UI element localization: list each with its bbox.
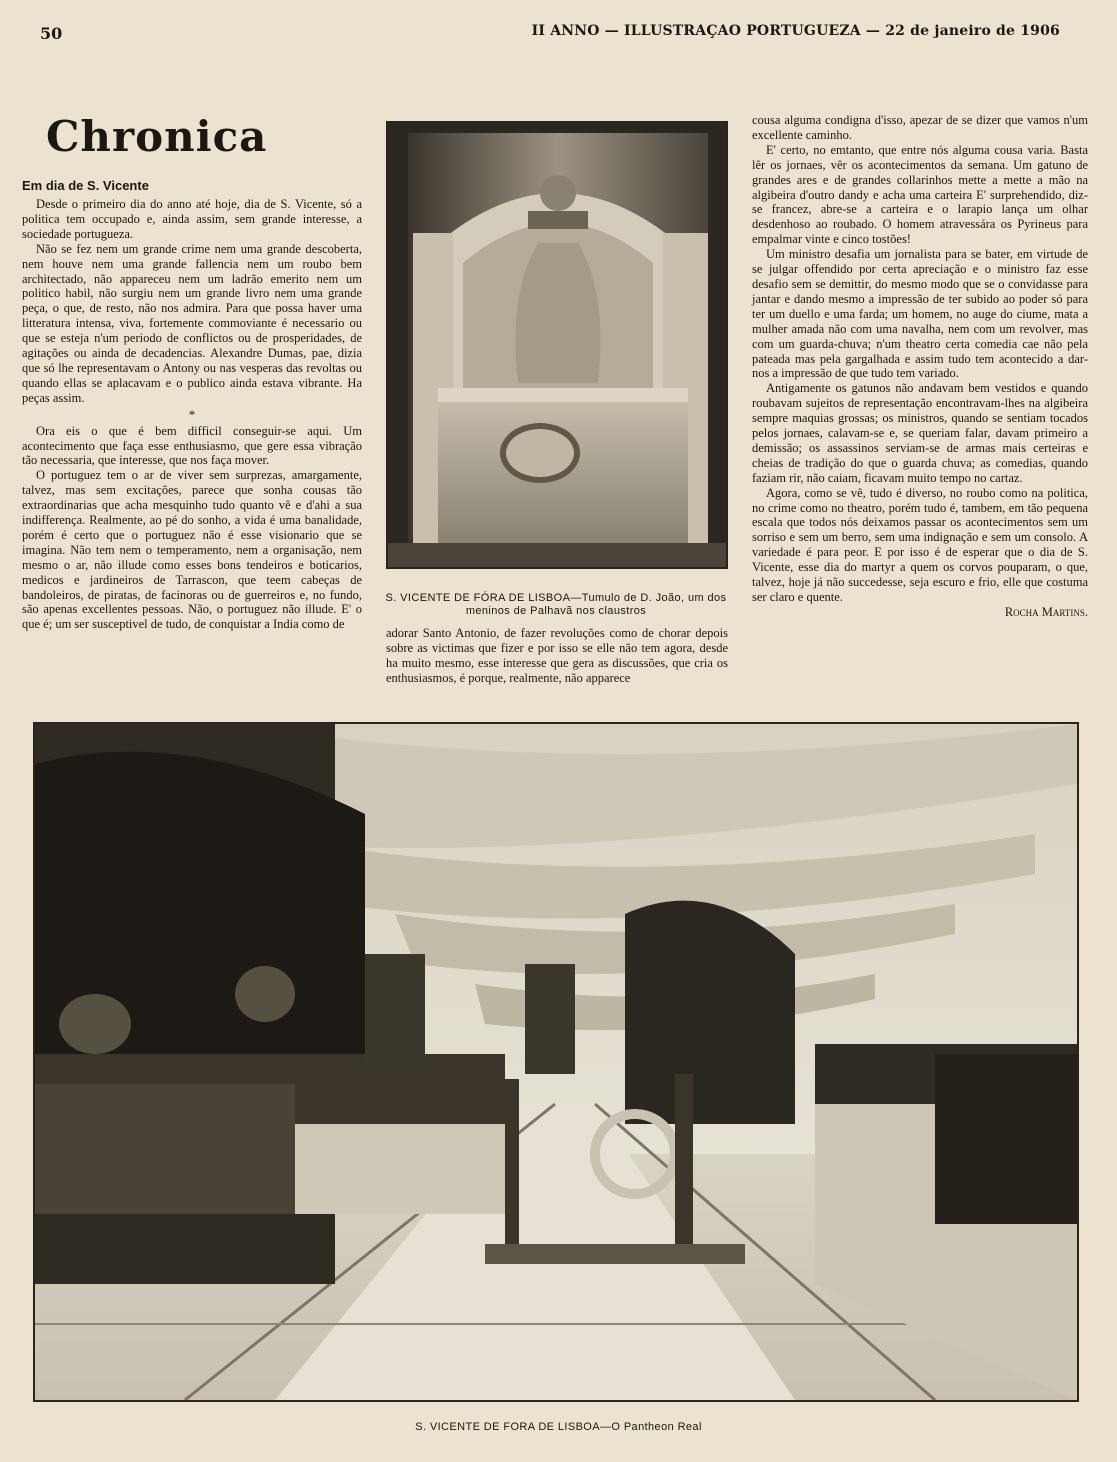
text-column-1	[22, 197, 362, 632]
paragraph: Agora, como se vê, tudo é diverso, no roubo como na politica, no crime como no theatro, porém tudo é, tambem, em tão pequena escala que todos nós deixamos passar os acontecimentos sem um sorriso e sem um berro, sem uma indignação e sem um consolo. A variedade é para peor. E por isso é de esperar que o dia de S. Vicente, esse dia do martyr a quem os corvos pouparam, o que, talvez, hoje já não succedesse, seja escuro e frio, elle que costuma ser claro e quente.	[752, 485, 1088, 604]
pantheon-photo	[33, 722, 1079, 1402]
paragraph: cousa alguma condigna d'isso, apezar de se dizer que vamos n'um excellente caminho.	[752, 113, 1088, 142]
article-subtitle: Em dia de S. Vicente	[22, 178, 149, 193]
paragraph: adorar Santo Antonio, de fazer revoluções como de chorar depois sobre as victimas que fizer e por isso se elle não tem agora, desde ha muito mesmo, esse interesse que gera as discussões, que cria os enthusiasmos, é porque, realmente, não apparece	[386, 626, 728, 685]
article-title: Chronica	[46, 112, 268, 161]
running-head: II ANNO — ILLUSTRAÇAO PORTUGUEZA — 22 de janeiro de 1906	[531, 23, 1060, 39]
tomb-caption: S. VICENTE DE FÓRA DE LISBOA—Tumulo de D. João, um dos meninos de Palhavã nos claustros	[385, 592, 727, 617]
text-column-3	[752, 113, 1088, 620]
author-signature: Rocha Martins.	[1004, 604, 1088, 619]
tomb-illustration	[388, 123, 726, 567]
paragraph: Não se fez nem um grande crime nem uma grande descoberta, nem houve nem uma grande fallencia nem um roubo bem architectado, não appareceu nem um ladrão emerito nem um politico habil, não surgiu nem um grande livro nem uma grande peça, o que, de resto, não nos admira. Para que possa haver uma litteratura intensa, viva, fortemente commoviante é necessario ou que se esteja n'um periodo de conflictos ou de prosperidades, de agitações ou ainda de decadencias. Alexandre Dumas, pae, dizia que só lhe representavam o Antony ou nas vesperas das revoltas ou quando ellas se aplacavam e o publico ainda estava vibrante. Ha peças assim.	[22, 241, 362, 405]
paragraph: O portuguez tem o ar de viver sem surprezas, amargamente, talvez, mas sem excitações, parece que sonha cousas tão extraordinarias que acha mesquinho tudo quanto vê e d'ahi a sua indifferença. Realmente, ao pé do sonho, a vida é uma banalidade, porém é certo que o portuguez não é esse visionario que se imagina. Não tem nem o temperamento, nem a organisação, nem mesmo o ar, não illude como esses bons tendeiros e boticarios, medicos e jardineiros de Tarrascon, que teem cabeças de bandoleiros, de piratas, de facinoras ou de guerreiros e, no fundo, são apenas excellentes pessoas. Não, o portuguez não illude. E' o que é; um ser susceptivel de tudo, de conquistar a India como de	[22, 468, 362, 632]
text-column-2	[386, 626, 728, 686]
pantheon-illustration	[35, 724, 1077, 1400]
tomb-photo	[386, 121, 728, 569]
section-separator: *	[188, 407, 196, 422]
page-number: 50	[40, 24, 63, 43]
paragraph: Antigamente os gatunos não andavam bem vestidos e quando roubavam sujeitos de representação encontravam-lhes na algibeira sempre maquias grossas; os ministros, quando se sentiam tocados pelos jornaes, calavam-se e, se queriam falar, davam primeiro a demissão; os assassinos serviam-se de armas mais certeiras e cheias de tradição do que o guarda chuva; as comedias, quando faziam rir, não caiam, ficavam muito tempo no cartaz.	[752, 381, 1088, 485]
paragraph: Desde o primeiro dia do anno até hoje, dia de S. Vicente, só a politica tem occupado e, ainda assim, sem grande interesse, a sociedade portugueza.	[22, 197, 362, 241]
pantheon-caption: S. VICENTE DE FORA DE LISBOA—O Pantheon Real	[415, 1421, 702, 1433]
paragraph: Um ministro desafia um jornalista para se bater, em virtude de se julgar offendido por certa apreciação e o ministro faz esse desafio sem se demittir, do mesmo modo que se o convidasse para jantar e dando mesmo a impressão de ter subido ao poder só para ter um duello e uma farda; um homem, no auge do ciume, mata a mulher amada não com uma navalha, nem com um revolver, mas com um guarda-chuva; n'um theatro certa comedia cae não pela pateada mas pela gargalhada e assim tudo tem acontecido a dar-nos a impressão de que tudo tem variado.	[752, 247, 1088, 381]
paragraph: Ora eis o que é bem difficil conseguir-se aqui. Um acontecimento que faça esse enthusiasmo, que gere essa vibração tão necessaria, que interesse, que nos faça mover.	[22, 423, 362, 468]
paragraph: E' certo, no emtanto, que entre nós alguma cousa varia. Basta lêr os jornaes, vêr os acontecimentos da semana. Um gatuno de grandes ares e de grandes collarinhos mette a mette a mão na algibeira d'outro dandy e acha uma carteira E' surprehendido, diz-se francez, abre-se a carteira e o larapio lança um olhar desdenhoso ao roubado. O homem atravessára os Pyrineus para empalmar vinte e cinco tostões!	[752, 142, 1088, 247]
